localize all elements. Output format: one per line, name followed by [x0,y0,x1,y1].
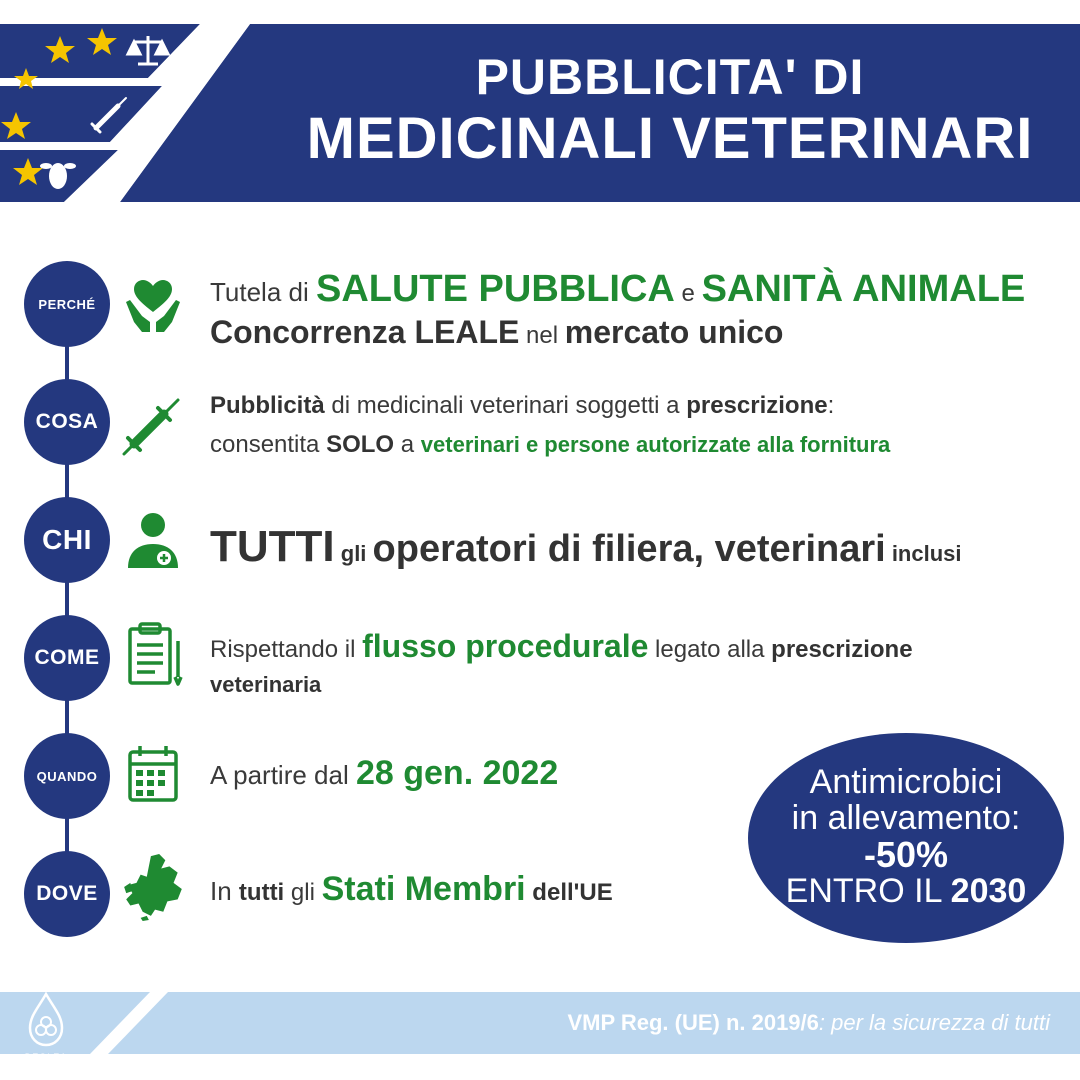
footer-regulation: VMP Reg. (UE) n. 2019/6 [567,1010,819,1035]
row-dove-line1: In tutti gli Stati Membri dell'UE [210,870,613,908]
footer-tagline: : per la sicurezza di tutti [818,1010,1050,1035]
calendar-icon [120,742,186,808]
row-perche-line2: Concorrenza LEALE nel mercato unico [210,314,784,350]
title-line-1: PUBBLICITA' DI [475,49,865,105]
page-title [270,49,1070,171]
step-perche: PERCHÉ [24,261,110,347]
bubble-line-4: ENTRO IL 2030 [785,872,1027,911]
step-quando: QUANDO [24,733,110,819]
row-perche-line1: Tutela di SALUTE PUBBLICA e SANITÀ ANIMALE [210,268,1026,310]
row-come-line1: Rispettando il flusso procedurale legato alla prescrizione [210,628,913,664]
syringe-icon [120,392,186,458]
bubble-percent: -50% [863,834,949,876]
step-cosa: COSA [24,379,110,465]
row-come-line2: veterinaria [210,672,322,697]
clipboard-icon [120,621,186,687]
logo-text: DEOLEA [24,1052,68,1062]
deolea-logo-icon [14,990,78,1070]
europe-map-icon [120,852,188,922]
bubble-line-1: Antimicrobici [809,763,1003,801]
title-line-2: MEDICINALI VETERINARI [306,106,1034,171]
heart-hands-icon [120,272,186,338]
row-cosa-line2: consentita SOLO a veterinari e persone autorizzate alla fornitura [210,431,891,458]
antimicrobial-target-bubble [748,733,1064,943]
footer-caption [440,1010,1050,1036]
row-quando-line1: A partire dal 28 gen. 2022 [210,754,559,792]
row-cosa-line1: Pubblicità di medicinali veterinari soggetti a prescrizione: [210,392,835,419]
step-chi: CHI [24,497,110,583]
doctor-icon [120,508,186,574]
step-dove: DOVE [24,851,110,937]
bubble-line-2: in allevamento: [791,798,1021,837]
step-come: COME [24,615,110,701]
row-chi-line1: TUTTI gli operatori di filiera, veterinari inclusi [210,522,962,571]
